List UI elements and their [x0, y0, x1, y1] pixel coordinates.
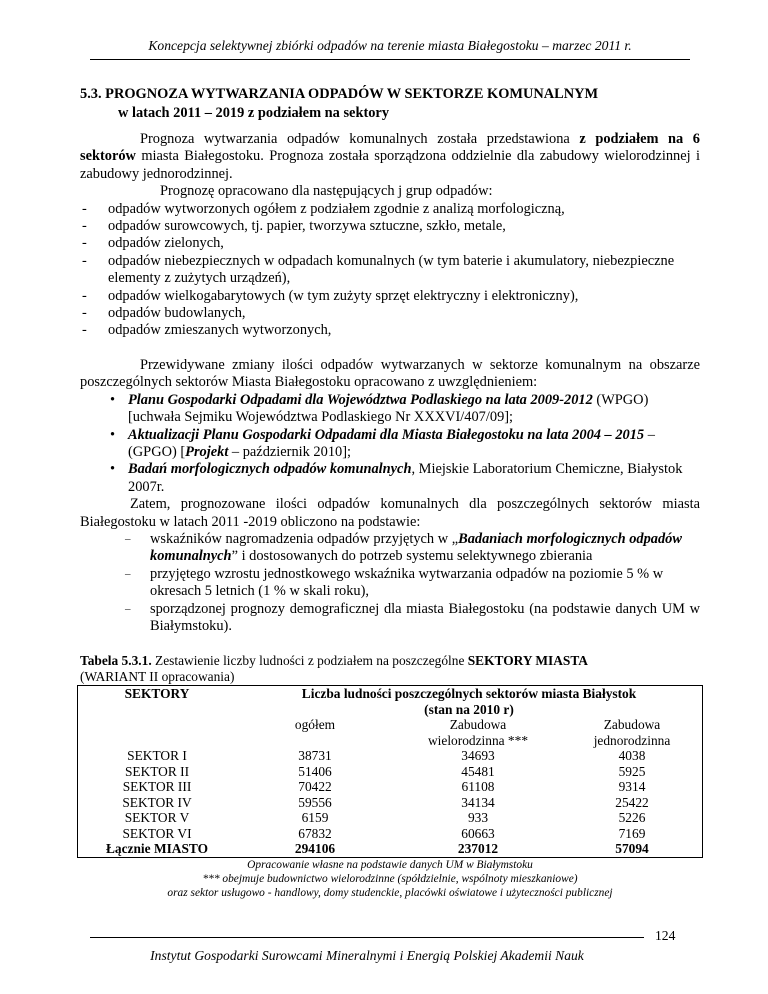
cell-total: 67832	[298, 825, 332, 841]
list-item: - odpadów wytworzonych ogółem z podziałem zgodnie z analizą morfologiczną,	[80, 201, 700, 218]
cell-single: 7169	[618, 825, 646, 841]
list-item: - odpadów niebezpiecznych w odpadach komunalnych (w tym baterie i akumulatory, niebezpieczne elementy z zużytych urządzeń),	[80, 253, 700, 288]
source-project: Projekt	[185, 443, 229, 460]
list-item	[80, 392, 700, 427]
cell-multi: 34693	[461, 748, 495, 764]
column-header-single-line2: jednorodzinna	[593, 732, 671, 748]
page-number: 124	[655, 928, 676, 943]
basis-text-c: ” i dostosowanych do potrzeb systemu selektywnego zbierania	[231, 548, 593, 565]
cell-sector: SEKTOR V	[124, 810, 190, 826]
table-row	[78, 779, 703, 795]
source-title: Badań morfologicznych odpadów komunalnych	[128, 461, 412, 478]
column-header-total: ogółem	[294, 717, 336, 733]
intro-text-a: Prognoza wytwarzania odpadów komunalnych została przedstawiona	[140, 131, 580, 147]
table-caption-text: Zestawienie liczby ludności z podziałem na poszczególne	[151, 653, 468, 669]
basis-list	[80, 531, 700, 635]
waste-groups-list	[80, 201, 700, 340]
column-header-population	[236, 686, 703, 718]
table-row	[78, 795, 703, 811]
intro-paragraph	[80, 131, 700, 183]
main-content	[80, 131, 700, 900]
source-rest: (WPGO) [uchwała Sejmiku Województwa Podlaskiego Nr XXXVI/407/09];	[128, 391, 649, 426]
cell-single: 4038	[618, 748, 646, 764]
footer-rule	[90, 937, 644, 938]
basis-text-bold: Badaniach morfologicznych odpadów komunalnych	[150, 530, 682, 565]
cell-total: 59556	[298, 794, 332, 810]
cell-single: 5226	[618, 810, 646, 826]
table-row	[78, 748, 703, 764]
cell-multi: 45481	[461, 763, 495, 779]
column-header-multi	[394, 717, 562, 748]
source-mid: – (GPGO) [	[128, 426, 655, 460]
source-rest: , Miejskie Laboratorium Chemiczne, Białystok 2007r.	[128, 461, 683, 495]
cell-sector: SEKTOR II	[124, 763, 190, 779]
cell-sector: SEKTOR IV	[122, 794, 192, 810]
cell-multi: 237012	[457, 841, 499, 857]
cell-total: 6159	[301, 810, 329, 826]
table-note-source: Opracowanie własne na podstawie danych UM w Białymstoku	[247, 858, 533, 871]
conclusion-paragraph: Zatem, prognozowane ilości odpadów komunalnych dla poszczególnych sektorów miasta Białegostoku w latach 2011 -2019 obliczono na podstawie:	[80, 496, 700, 530]
list-item: - odpadów budowlanych,	[80, 305, 700, 322]
section-title	[80, 85, 700, 123]
header-rule	[90, 59, 690, 60]
section-title-line2: w latach 2011 – 2019 z podziałem na sektory	[118, 105, 390, 121]
table-row	[78, 810, 703, 826]
table-caption-label: Tabela 5.3.1.	[80, 653, 152, 669]
table-row	[78, 826, 703, 842]
table-note-footnote: *** obejmuje budownictwo wielorodzinne (spółdzielnie, wspólnoty mieszkaniowe)	[202, 872, 578, 885]
cell-multi: 60663	[461, 825, 495, 841]
list-item	[80, 427, 700, 462]
cell-total: 51406	[298, 763, 332, 779]
cell-sector: SEKTOR I	[127, 748, 187, 764]
table-notes	[80, 858, 700, 900]
population-table	[77, 685, 703, 858]
groups-intro: Prognozę opracowano dla następujących j grup odpadów:	[160, 183, 493, 200]
list-item	[80, 461, 700, 496]
table-caption	[80, 653, 700, 685]
cell-single: 5925	[618, 763, 646, 779]
cell-single: 57094	[615, 841, 649, 857]
cell-multi: 34134	[461, 794, 495, 810]
list-item: – sporządzonej prognozy demograficznej dla miasta Białegostoku (na podstawie danych UM w Białymstoku).	[80, 601, 700, 636]
table-caption-bold: SEKTORY MIASTA	[467, 653, 588, 669]
table-note-footnote-cont: oraz sektor usługowo - handlowy, domy studenckie, placówki oświatowe i użyteczności publicznej	[167, 886, 613, 899]
cell-total: 294106	[294, 841, 336, 857]
basis-text-a: wskaźników nagromadzenia odpadów przyjętych w „	[150, 530, 459, 547]
list-item: - odpadów zielonych,	[80, 235, 700, 252]
changes-intro: Przewidywane zmiany ilości odpadów wytwarzanych w sektorze komunalnym na obszarze poszczególnych sektorów Miasta Białegostoku opracowano z uwzględnieniem:	[80, 356, 700, 391]
column-header-sectors: SEKTORY	[124, 686, 190, 702]
intro-text-bold: z podziałem na 6 sektorów	[80, 131, 701, 165]
column-header-multi-line2: wielorodzinna ***	[427, 732, 529, 748]
cell-single: 9314	[618, 779, 646, 795]
sources-list	[80, 392, 700, 496]
cell-total: 38731	[298, 748, 332, 764]
column-header-multi-line1: Zabudowa	[449, 717, 507, 733]
cell-single: 25422	[615, 794, 649, 810]
cell-multi: 61108	[461, 779, 495, 795]
list-item	[80, 531, 700, 566]
source-rest: – październik 2010];	[228, 443, 352, 460]
source-title: Planu Gospodarki Odpadami dla Województwa Podlaskiego na lata 2009-2012	[128, 391, 593, 408]
list-item: - odpadów zmieszanych wytworzonych,	[80, 322, 700, 339]
cell-sector: SEKTOR III	[122, 779, 192, 795]
page-footer: Instytut Gospodarki Surowcami Mineralnymi i Energią Polskiej Akademii Nauk	[150, 948, 584, 963]
table-caption-variant: (WARIANT II opracowania)	[80, 669, 235, 685]
column-header-single	[562, 717, 703, 748]
table-total-row	[78, 841, 703, 857]
page-header: Koncepcja selektywnej zbiórki odpadów na terenie miasta Białegostoku – marzec 2011 r.	[148, 38, 632, 53]
table-subheader-row	[78, 717, 703, 748]
table-row	[78, 764, 703, 780]
cell-sector: SEKTOR VI	[122, 825, 192, 841]
cell-sector: Łącznie MIASTO	[105, 841, 209, 857]
source-title: Aktualizacji Planu Gospodarki Odpadami dla Miasta Białegostoku na lata 2004 – 2015	[128, 426, 645, 443]
table-header-row	[78, 686, 703, 718]
list-item: – przyjętego wzrostu jednostkowego wskaźnika wytwarzania odpadów na poziomie 5 % w okresach 5 letnich (1 % w skali roku),	[80, 566, 700, 601]
section-title-line1: 5.3. PROGNOZA WYTWARZANIA ODPADÓW W SEKTORZE KOMUNALNYM	[80, 86, 599, 102]
group-header-line1: Liczba ludności poszczególnych sektorów miasta Białystok	[301, 686, 637, 702]
list-item: - odpadów surowcowych, tj. papier, tworzywa sztuczne, szkło, metale,	[80, 218, 700, 235]
cell-multi: 933	[467, 810, 489, 826]
intro-text-c: miasta Białegostoku. Prognoza została sporządzona oddzielnie dla zabudowy wielorodzinnej i zabudowy jednorodzinnej.	[80, 148, 700, 182]
cell-total: 70422	[298, 779, 332, 795]
group-header-line2: (stan na 2010 r)	[424, 701, 514, 717]
list-item: - odpadów wielkogabarytowych (w tym zużyty sprzęt elektryczny i elektroniczny),	[80, 288, 700, 305]
column-header-single-line1: Zabudowa	[603, 717, 661, 733]
